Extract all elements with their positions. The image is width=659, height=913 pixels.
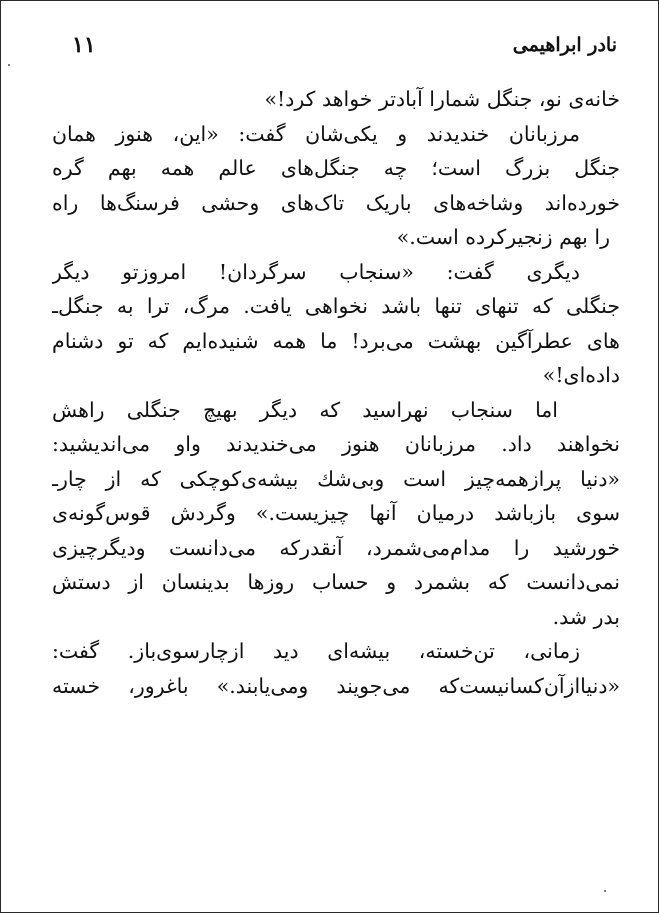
body-text — [52, 82, 620, 703]
text-line: «دنیاازآن‌کسانیست‌که می‌جویند ومی‌یابند.» باغرور، خسته — [52, 673, 620, 698]
text-line: های عطرآگین بهشت می‌برد! ما همه شنیده‌ایم که تو دشنام — [52, 328, 620, 353]
text-line: داده‌ای!» — [542, 363, 620, 387]
text-line: سوی بازباشد درمیان آنها چیزیست.» وگردش قوس‌گونه‌ی — [52, 501, 620, 525]
text-line: نمی‌دانست که بشمرد و حساب روزها بدینسان از دستش — [52, 570, 620, 594]
text-line: اما سنجاب نهراسید که دیگر بهیچ جنگلی راهش — [52, 397, 558, 422]
text-line: دیگری گفت: «سنجاب سرگردان! امروزتو دیگر — [52, 259, 580, 284]
text-line: را بهم زنجیرکرده است.» — [396, 225, 610, 249]
text-line: مرزبانان خندیدند و یکی‌شان گفت: «این، هنوز همان — [52, 121, 580, 146]
page-header — [72, 34, 617, 64]
text-line: خورشید را مدام‌می‌شمرد، آنقدرکه می‌دانست ودیگرچیزی — [52, 535, 620, 560]
text-line: جنگل بزرگ است؛ چه جنگل‌های عالم همه بهم گره — [52, 156, 620, 180]
text-line: «دنیا پرازهمه‌چیز است وبی‌شك بیشه‌ی‌کوچکی که از چارـ — [52, 466, 620, 491]
text-line: زمانی، تن‌خسته، بیشه‌ای دید ازچارسوی‌باز. گفت: — [52, 639, 580, 663]
scan-speck — [8, 64, 10, 66]
running-title: نادر ابراهیمی — [512, 34, 617, 56]
text-line: خورده‌اند وشاخه‌های باریک تاک‌های وحشی فرسنگ‌ها راه — [52, 190, 620, 215]
text-line: جنگلی که تنهای تنها باشد نخواهی یافت. مرگ، ترا به جنگل‌ـ — [52, 294, 620, 318]
text-line: بدر شد. — [552, 604, 620, 629]
scan-speck — [604, 890, 606, 892]
page-number: ۱۱ — [72, 32, 96, 58]
text-line: خانه‌ی نو، جنگل شمارا آبادتر خواهد کرد!» — [264, 87, 620, 111]
text-line: نخواهند داد. مرزبانان هنوز می‌خندیدند واو می‌اندیشید: — [52, 432, 620, 456]
